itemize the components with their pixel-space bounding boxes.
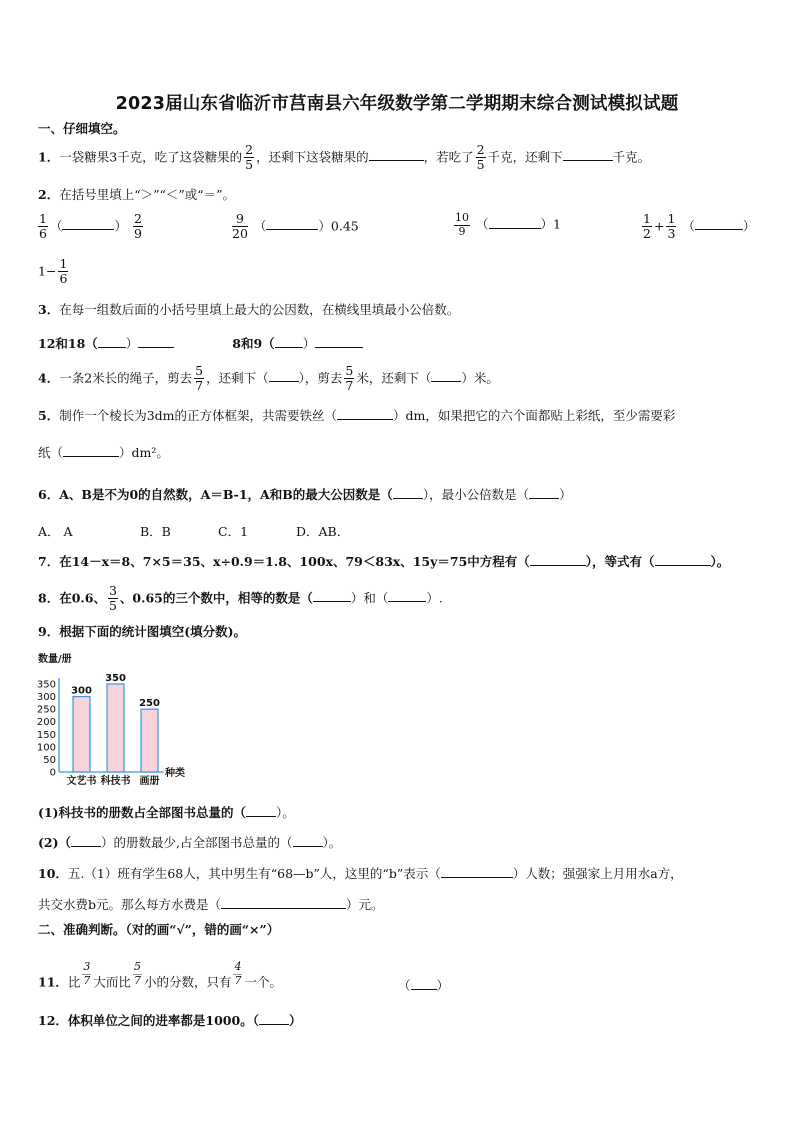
bar-2: [107, 684, 124, 772]
answer-blank[interactable]: [62, 217, 114, 230]
answer-blank[interactable]: [431, 369, 461, 382]
question-5-cont: 纸（ ）dm²。: [38, 445, 169, 460]
answer-blank[interactable]: [369, 148, 424, 161]
bar-chart: [36, 648, 206, 788]
answer-blank[interactable]: [71, 834, 101, 847]
y-tick-label: 200: [36, 717, 56, 729]
y-tick-label: 150: [36, 729, 56, 741]
compare-item-c: $\frac{10}{9}$ （ ）1: [455, 211, 561, 238]
option-c[interactable]: C．1: [218, 524, 249, 539]
y-tick-label: 350: [36, 679, 56, 691]
question-2: 2．在括号里填上“＞”“＜”或“＝”。: [38, 187, 236, 202]
category-label: 科技书: [100, 776, 131, 787]
option-a[interactable]: A． A: [38, 524, 73, 539]
y-axis-label: 数量/册: [38, 654, 72, 665]
category-label: 文艺书: [66, 776, 97, 787]
page-title: 2023届山东省临沂市莒南县六年级数学第二学期期末综合测试模拟试题: [115, 94, 679, 114]
question-3-groups: 12和18（ ） 8和9（ ）: [38, 335, 363, 351]
question-10-cont: 共交水费b元。那么每方水费是（ ）元。: [38, 897, 384, 912]
question-5: 5．制作一个棱长为3dm的正方体框架，共需要铁丝（ ）dm，如果把它的六个面都贴上彩纸，至少需要彩: [38, 408, 676, 423]
answer-blank[interactable]: [246, 804, 276, 817]
compare-item-e: 1− $\frac{1}{6}$: [38, 256, 68, 287]
question-12: 12．体积单位之间的进率都是1000。（ ）: [38, 1013, 302, 1028]
answer-blank[interactable]: [489, 216, 541, 229]
y-tick-label: 100: [36, 742, 56, 754]
section-1-heading: 一、仔细填空。: [38, 121, 126, 136]
bar-3: [141, 709, 158, 772]
y-tick-label: 250: [36, 704, 56, 716]
option-d[interactable]: D．AB．: [296, 524, 350, 539]
question-7: 7．在14－x＝8、7×5＝35、x÷0.9＝1.8、100x、79＜83x、15y＝75中方程有（ ），等式有（ ）。: [38, 554, 730, 569]
fraction: $\frac{2}{5}$: [245, 142, 254, 173]
answer-blank[interactable]: [441, 865, 513, 878]
question-3: 3．在每一组数后面的小括号里填上最大的公因数，在横线里填最小公倍数。: [38, 302, 460, 317]
option-b[interactable]: B．B: [140, 524, 171, 539]
question-4: 4．一条2米长的绳子，剪去 $\frac{5}{7}$ ，还剩下（ ），剪去 $\frac{5}{7}$ 米，还剩下（ ）米。: [38, 363, 499, 394]
compare-item-a: $\frac{1}{6}$ （ ） $\frac{2}{9}$: [39, 211, 142, 242]
question-6: 6．A、B是不为0的自然数，A＝B-1，A和B的最大公因数是（ ），最小公倍数是（ ）: [38, 487, 572, 502]
x-axis-label: 种类: [165, 768, 185, 779]
answer-blank[interactable]: [293, 834, 323, 847]
data-label: 350: [105, 673, 126, 684]
answer-blank[interactable]: [266, 217, 318, 230]
data-label: 300: [71, 685, 92, 697]
answer-blank[interactable]: [563, 148, 613, 161]
judgement-box-11[interactable]: （ ）: [398, 978, 450, 993]
answer-blank[interactable]: [695, 217, 743, 230]
answer-blank[interactable]: [655, 553, 711, 566]
answer-blank[interactable]: [275, 335, 303, 348]
compare-item-d: $\frac{1}{2}$ + $\frac{1}{3}$ （ ）: [643, 211, 756, 242]
answer-line[interactable]: [315, 335, 363, 348]
answer-blank[interactable]: [529, 486, 559, 499]
fraction: $\frac{2}{5}$: [476, 142, 485, 173]
question-11: 11．比 $\frac{3}{7}$ 大而比 $\frac{5}{7}$ 小的分数，只有 $\frac{4}{7}$ 一个。: [38, 960, 282, 990]
answer-blank[interactable]: [337, 407, 393, 420]
question-8: 8．在0.6、 $\frac{3}{5}$ 、0.65的三个数中，相等的数是（ ）和（ ）.: [38, 583, 443, 614]
question-9-sub-1: (1)科技书的册数占全部图书总量的（ ）。: [38, 805, 295, 820]
question-9-sub-2: (2)（ ）的册数最少,占全部图书总量的（ ）。: [38, 835, 342, 850]
answer-blank[interactable]: [393, 486, 423, 499]
compare-item-b: $\frac{9}{20}$ （ ）0.45: [232, 211, 359, 242]
answer-blank[interactable]: [388, 589, 426, 602]
category-label: 画册: [139, 776, 160, 787]
question-9: 9．根据下面的统计图填空(填分数)。: [38, 624, 247, 639]
question-10: 10．五.（1）班有学生68人，其中男生有“68—b”人，这里的“b”表示（ ）人数；强强家上月用水a方，: [38, 866, 683, 881]
y-tick-label: 300: [36, 692, 56, 704]
section-2-heading: 二、准确判断。（对的画“√”，错的画“×”）: [38, 922, 280, 937]
answer-blank[interactable]: [63, 444, 119, 457]
answer-blank[interactable]: [98, 335, 126, 348]
answer-blank[interactable]: [221, 896, 346, 909]
answer-blank[interactable]: [269, 369, 299, 382]
question-1: 1．一袋糖果3千克，吃了这袋糖果的 $\frac{2}{5}$ ，还剩下这袋糖果的 ，若吃了 $\frac{2}{5}$ 千克，还剩下 千克。: [38, 142, 651, 173]
answer-blank[interactable]: [313, 589, 351, 602]
y-tick-label: 0: [49, 767, 56, 779]
answer-blank[interactable]: [530, 553, 586, 566]
data-label: 250: [139, 698, 160, 710]
answer-blank[interactable]: [259, 1012, 289, 1025]
y-tick-label: 50: [43, 754, 56, 766]
answer-line[interactable]: [138, 335, 174, 348]
bar-1: [73, 697, 90, 772]
